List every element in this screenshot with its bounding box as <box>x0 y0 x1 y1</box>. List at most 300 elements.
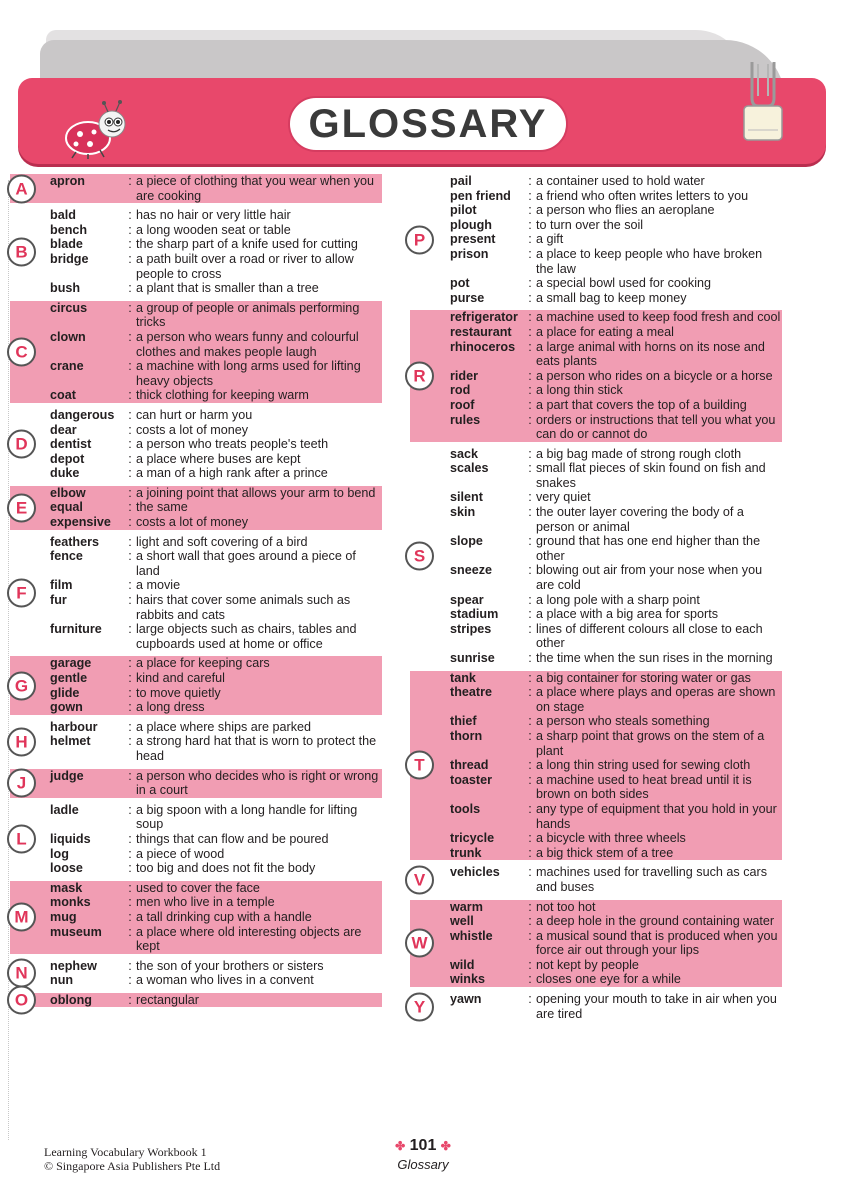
glossary-entry <box>50 720 382 735</box>
glossary-entry <box>50 973 382 988</box>
letter-badge: M <box>7 903 36 932</box>
entry-word: bridge <box>50 251 89 266</box>
entry-separator: : <box>128 802 132 817</box>
letter-badge: D <box>7 430 36 459</box>
entry-word: toaster <box>450 772 492 787</box>
entry-separator: : <box>528 290 532 305</box>
entry-separator: : <box>128 992 132 1007</box>
entry-word: silent <box>450 490 483 505</box>
entry-list <box>50 301 382 403</box>
entry-definition: has no hair or very little hair <box>136 208 291 223</box>
section-j <box>10 769 382 798</box>
entry-separator: : <box>128 700 132 715</box>
entry-separator: : <box>528 461 532 476</box>
entry-definition: a big bag made of strong rough cloth <box>536 446 742 461</box>
glossary-entry <box>450 383 782 398</box>
entry-separator: : <box>128 251 132 266</box>
entry-definition: kind and careful <box>136 671 225 685</box>
entry-definition: things that can flow and be poured <box>136 831 329 846</box>
entry-separator: : <box>128 685 132 700</box>
entry-definition: a short wall that goes around a piece of land <box>136 549 356 578</box>
glossary-entry <box>50 593 382 622</box>
copyright: © Singapore Asia Publishers Pte Ltd <box>44 1159 221 1173</box>
entry-separator: : <box>528 651 532 665</box>
entry-separator: : <box>528 621 532 636</box>
glossary-entry <box>450 773 782 802</box>
section-l <box>10 803 382 876</box>
entry-word: prison <box>450 246 489 261</box>
section-t <box>410 671 782 861</box>
glossary-entry <box>50 910 382 925</box>
letter-badge: C <box>7 337 36 366</box>
entry-word: rules <box>450 412 481 427</box>
entry-definition: orders or instructions that tell you what you can do or cannot do <box>536 412 776 442</box>
entry-definition: used to cover the face <box>136 880 260 895</box>
entry-definition: a place for keeping cars <box>136 656 270 671</box>
entry-definition: a group of people or animals performing tricks <box>136 300 360 330</box>
entry-list <box>450 447 782 666</box>
entry-word: thief <box>450 714 477 729</box>
entry-separator: : <box>528 914 532 929</box>
entry-separator: : <box>528 505 532 520</box>
entry-definition: a part that covers the top of a building <box>536 397 747 412</box>
glossary-entry <box>50 861 382 876</box>
entry-definition: a person who flies an aeroplane <box>536 203 715 218</box>
entry-word: apron <box>50 174 85 188</box>
entry-separator: : <box>128 909 132 924</box>
glossary-entry <box>50 622 382 651</box>
letter-badge: W <box>405 929 434 958</box>
entry-separator: : <box>128 466 132 481</box>
entry-word: clown <box>50 329 86 344</box>
glossary-entry <box>450 398 782 413</box>
glossary-entry <box>50 423 382 438</box>
glossary-entry <box>50 437 382 452</box>
entry-word: gown <box>50 700 83 715</box>
glossary-entry <box>450 622 782 651</box>
letter-badge: N <box>7 959 36 988</box>
entry-word: tools <box>450 801 481 816</box>
entry-word: wild <box>450 957 475 972</box>
entry-definition: a container used to hold water <box>536 174 705 188</box>
glossary-entry <box>450 310 782 325</box>
entry-separator: : <box>528 992 532 1007</box>
glossary-entry <box>50 330 382 359</box>
letter-badge: G <box>7 671 36 700</box>
section-m <box>10 881 382 954</box>
entry-separator: : <box>528 592 532 607</box>
entry-definition: the son of your brothers or sisters <box>136 958 324 973</box>
entry-list <box>50 208 382 296</box>
entry-separator: : <box>128 880 132 895</box>
glossary-entry <box>450 276 782 291</box>
entry-definition: a place where plays and operas are shown on stage <box>536 685 776 714</box>
entry-list <box>450 174 782 305</box>
section-b <box>10 208 382 296</box>
section-h <box>10 720 382 764</box>
left-column <box>10 174 382 1012</box>
entry-word: elbow <box>50 485 86 500</box>
glossary-entry <box>50 388 382 403</box>
entry-definition: a place with a big area for sports <box>536 607 719 622</box>
glossary-entry <box>450 758 782 773</box>
glossary-entry <box>50 769 382 798</box>
glossary-entry <box>50 895 382 910</box>
entry-word: stripes <box>450 621 492 636</box>
entry-definition: a person who wears funny and colourful clothes and makes people laugh <box>136 329 359 359</box>
glossary-entry <box>450 831 782 846</box>
entry-list <box>50 959 382 988</box>
binder-clip-icon <box>738 58 788 144</box>
entry-separator: : <box>128 958 132 973</box>
glossary-entry <box>50 237 382 252</box>
glossary-entry <box>450 203 782 218</box>
entry-definition: not too hot <box>536 899 596 914</box>
book-title: Learning Vocabulary Workbook 1 <box>44 1145 207 1159</box>
entry-definition: a bicycle with three wheels <box>536 831 686 846</box>
letter-badge: F <box>7 579 36 608</box>
entry-separator: : <box>528 607 532 622</box>
page-number-value: 101 <box>409 1137 437 1154</box>
entry-word: furniture <box>50 622 102 637</box>
glossary-entry <box>50 281 382 296</box>
entry-definition: lines of different colours all close to each other <box>536 621 763 651</box>
entry-separator: : <box>528 203 532 218</box>
entry-definition: opening your mouth to take in air when you are tired <box>536 992 777 1021</box>
glossary-entry <box>450 340 782 369</box>
entry-word: skin <box>450 505 476 520</box>
entry-word: gentle <box>50 671 88 685</box>
entry-word: sack <box>450 446 479 461</box>
entry-definition: the sharp part of a knife used for cutting <box>136 237 358 252</box>
entry-word: stadium <box>450 607 499 622</box>
glossary-entry <box>450 534 782 563</box>
section-r <box>410 310 782 441</box>
entry-list <box>50 803 382 876</box>
entry-definition: a small bag to keep money <box>536 290 687 305</box>
entry-word: fence <box>50 549 83 564</box>
entry-definition: a place to keep people who have broken the law <box>536 246 763 276</box>
glossary-entry <box>50 993 382 1008</box>
glossary-entry <box>50 578 382 593</box>
section-c <box>10 301 382 403</box>
glossary-entry <box>450 563 782 592</box>
entry-separator: : <box>528 490 532 505</box>
glossary-entry <box>50 686 382 701</box>
entry-definition: a plant that is smaller than a tree <box>136 281 319 296</box>
entry-definition: large objects such as chairs, tables and cupboards used at home or office <box>136 622 357 651</box>
glossary-entry <box>50 925 382 954</box>
entry-word: trunk <box>450 845 482 860</box>
entry-word: warm <box>450 899 483 914</box>
entry-definition: a strong hard hat that is worn to protect the head <box>136 734 377 763</box>
entry-definition: to move quietly <box>136 685 221 700</box>
entry-word: refrigerator <box>450 310 518 325</box>
glossary-entry <box>450 671 782 686</box>
entry-word: slope <box>450 534 483 549</box>
entry-word: bush <box>50 281 81 296</box>
entry-word: dangerous <box>50 407 115 422</box>
entry-word: crane <box>50 359 84 374</box>
entry-separator: : <box>128 422 132 437</box>
entry-definition: a person who treats people's teeth <box>136 437 329 452</box>
entry-list <box>50 881 382 954</box>
glossary-entry <box>450 461 782 490</box>
entry-separator: : <box>528 899 532 914</box>
entry-definition: a machine used to keep food fresh and cool <box>536 310 781 325</box>
entry-word: rhinoceros <box>450 339 516 354</box>
glossary-entry <box>50 671 382 686</box>
entry-separator: : <box>528 276 532 291</box>
entry-separator: : <box>528 758 532 773</box>
entry-definition: a movie <box>136 578 181 593</box>
glossary-entry <box>450 900 782 915</box>
entry-word: dentist <box>50 437 92 452</box>
entry-separator: : <box>528 188 532 203</box>
page-label: Glossary <box>397 1157 449 1172</box>
glossary-entry <box>50 959 382 974</box>
entry-separator: : <box>128 973 132 988</box>
entry-definition: a place where ships are parked <box>136 719 312 734</box>
entry-word: fur <box>50 593 67 608</box>
glossary-entry <box>450 232 782 247</box>
entry-definition: a long pole with a sharp point <box>536 592 700 607</box>
entry-definition: to turn over the soil <box>536 217 644 232</box>
entry-separator: : <box>528 714 532 729</box>
glossary-entry <box>50 223 382 238</box>
entry-separator: : <box>128 359 132 374</box>
entry-word: garage <box>50 656 92 671</box>
entry-word: helmet <box>50 734 91 749</box>
glossary-entry <box>50 847 382 862</box>
glossary-entry <box>50 408 382 423</box>
entry-separator: : <box>528 310 532 325</box>
entry-separator: : <box>128 300 132 315</box>
entry-word: loose <box>50 861 83 876</box>
page-number <box>0 1137 846 1155</box>
entry-separator: : <box>128 437 132 452</box>
entry-definition: a machine used to heat bread until it is brown on both sides <box>536 772 752 802</box>
entry-separator: : <box>128 924 132 939</box>
entry-word: rod <box>450 383 471 398</box>
entry-definition: costs a lot of money <box>136 422 248 437</box>
entry-separator: : <box>128 534 132 549</box>
entry-definition: a person who rides on a bicycle or a horse <box>536 368 773 383</box>
entry-separator: : <box>528 563 532 578</box>
entry-separator: : <box>128 222 132 237</box>
entry-word: coat <box>50 388 76 403</box>
section-n <box>10 959 382 988</box>
letter-badge: L <box>7 825 36 854</box>
section-v <box>410 865 782 894</box>
entry-word: restaurant <box>450 324 512 339</box>
entry-separator: : <box>528 383 532 398</box>
glossary-entry <box>450 593 782 608</box>
entry-definition: the same <box>136 500 188 515</box>
glossary-entry <box>50 700 382 715</box>
entry-separator: : <box>128 861 132 876</box>
entry-definition: a long wooden seat or table <box>136 222 291 237</box>
entry-definition: a big thick stem of a tree <box>536 845 674 860</box>
entry-word: purse <box>450 290 485 305</box>
entry-list <box>450 671 782 861</box>
entry-word: film <box>50 578 73 593</box>
glossary-entry <box>50 656 382 671</box>
glossary-entry <box>50 486 382 501</box>
glossary-entry <box>450 218 782 233</box>
page-title: GLOSSARY <box>288 96 568 152</box>
entry-definition: a gift <box>536 232 564 247</box>
entry-definition: light and soft covering of a bird <box>136 534 308 549</box>
glossary-entry <box>50 500 382 515</box>
entry-separator: : <box>528 928 532 943</box>
entry-separator: : <box>528 339 532 354</box>
entry-word: spear <box>450 592 484 607</box>
glossary-entry <box>450 369 782 384</box>
entry-separator: : <box>528 368 532 383</box>
entry-definition: a place for eating a meal <box>536 324 674 339</box>
entry-separator: : <box>128 831 132 846</box>
letter-badge: E <box>7 493 36 522</box>
entry-definition: a path built over a road or river to allow people to cross <box>136 251 354 281</box>
flower-icon: ✤ <box>440 1139 451 1153</box>
entry-list <box>50 720 382 764</box>
letter-badge: A <box>7 174 36 203</box>
entry-word: circus <box>50 300 88 315</box>
glossary-entry <box>50 881 382 896</box>
glossary-entry <box>450 958 782 973</box>
entry-definition: small flat pieces of skin found on fish and snakes <box>536 461 766 490</box>
glossary-entry <box>450 607 782 622</box>
section-w <box>410 900 782 988</box>
entry-word: liquids <box>50 831 91 846</box>
entry-definition: men who live in a temple <box>136 895 275 910</box>
entry-separator: : <box>128 485 132 500</box>
entry-word: harbour <box>50 719 98 734</box>
glossary-entry <box>450 174 782 189</box>
entry-definition: the time when the sun rises in the morning <box>536 651 773 665</box>
entry-word: whistle <box>450 928 493 943</box>
entry-definition: rectangular <box>136 992 200 1007</box>
glossary-entry <box>50 734 382 763</box>
entry-definition: machines used for travelling such as cars and buses <box>536 865 767 894</box>
glossary-entry <box>50 252 382 281</box>
glossary-entry <box>450 846 782 861</box>
section-p <box>410 174 782 305</box>
entry-separator: : <box>528 831 532 846</box>
entry-separator: : <box>128 549 132 564</box>
entry-separator: : <box>128 768 132 783</box>
glossary-entry <box>450 651 782 666</box>
entry-definition: a large animal with horns on its nose and eats plants <box>536 339 765 369</box>
entry-word: equal <box>50 500 83 515</box>
entry-list <box>450 310 782 441</box>
entry-word: yawn <box>450 992 482 1007</box>
entry-separator: : <box>528 845 532 860</box>
entry-separator: : <box>128 237 132 252</box>
entry-definition: a place where old interesting objects are kept <box>136 924 362 954</box>
entry-word: dear <box>50 422 77 437</box>
entry-list <box>50 408 382 481</box>
letter-badge: B <box>7 237 36 266</box>
entry-word: oblong <box>50 992 92 1007</box>
entry-word: tank <box>450 670 476 685</box>
entry-word: judge <box>50 768 84 783</box>
entry-word: vehicles <box>450 865 500 880</box>
entry-separator: : <box>128 451 132 466</box>
letter-badge: S <box>405 542 434 571</box>
entry-definition: a friend who often writes letters to you <box>536 188 749 203</box>
entry-definition: can hurt or harm you <box>136 407 253 422</box>
letter-badge: O <box>7 986 36 1015</box>
entry-definition: costs a lot of money <box>136 515 248 530</box>
entry-word: ladle <box>50 802 79 817</box>
entry-separator: : <box>528 801 532 816</box>
entry-word: expensive <box>50 515 111 530</box>
glossary-entry <box>450 714 782 729</box>
glossary-entry <box>450 447 782 462</box>
section-a <box>10 174 382 203</box>
letter-badge: V <box>405 865 434 894</box>
entry-definition: a joining point that allows your arm to bend <box>136 485 376 500</box>
entry-definition: the outer layer covering the body of a person or animal <box>536 505 744 534</box>
entry-list <box>50 656 382 714</box>
entry-definition: a machine with long arms used for lifting heavy objects <box>136 359 361 388</box>
entry-list <box>50 486 382 530</box>
entry-list <box>50 174 382 203</box>
letter-badge: J <box>7 769 36 798</box>
glossary-entry <box>450 729 782 758</box>
entry-separator: : <box>128 174 132 188</box>
glossary-entry <box>450 189 782 204</box>
entry-word: bald <box>50 208 76 223</box>
entry-word: plough <box>450 217 492 232</box>
entry-separator: : <box>528 670 532 685</box>
entry-separator: : <box>128 578 132 593</box>
entry-definition: a person who decides who is right or wrong in a court <box>136 768 379 798</box>
glossary-entry <box>50 359 382 388</box>
entry-word: museum <box>50 924 102 939</box>
entry-word: monks <box>50 895 91 910</box>
entry-word: pail <box>450 174 472 188</box>
section-f <box>10 535 382 652</box>
entry-separator: : <box>128 734 132 749</box>
entry-definition: a long thin stick <box>536 383 623 398</box>
entry-separator: : <box>128 515 132 530</box>
section-g <box>10 656 382 714</box>
glossary-entry <box>450 929 782 958</box>
letter-badge: P <box>405 225 434 254</box>
entry-definition: a big container for storing water or gas <box>536 670 751 685</box>
entry-word: bench <box>50 222 88 237</box>
entry-word: tricycle <box>450 831 495 846</box>
entry-definition: any type of equipment that you hold in your hands <box>536 801 777 831</box>
letter-badge: R <box>405 362 434 391</box>
entry-separator: : <box>528 728 532 743</box>
entry-list <box>50 535 382 652</box>
entry-list <box>450 865 782 894</box>
entry-list <box>450 900 782 988</box>
entry-word: duke <box>50 466 80 481</box>
entry-definition: a deep hole in the ground containing water <box>536 914 775 929</box>
entry-definition: a musical sound that is produced when you force air out through your lips <box>536 928 778 958</box>
entry-separator: : <box>528 412 532 427</box>
entry-list <box>50 993 382 1008</box>
entry-definition: not kept by people <box>536 957 639 972</box>
entry-separator: : <box>128 895 132 910</box>
entry-separator: : <box>128 329 132 344</box>
glossary-entry <box>450 802 782 831</box>
